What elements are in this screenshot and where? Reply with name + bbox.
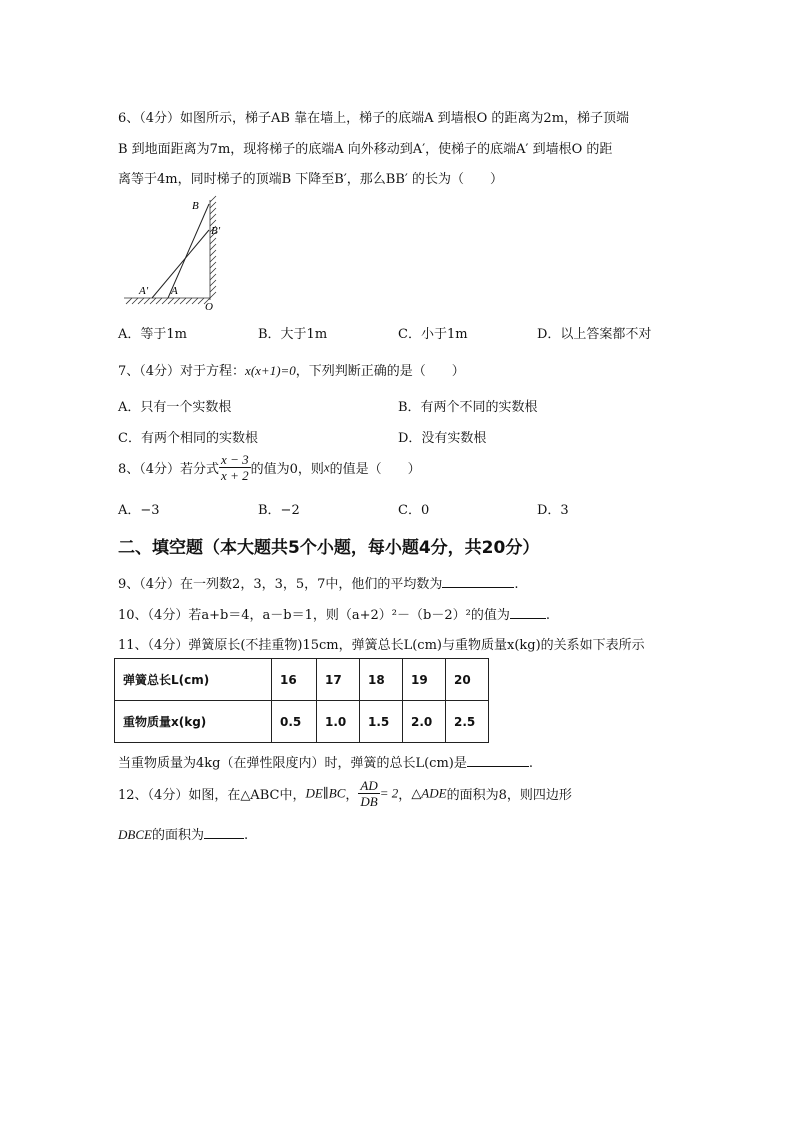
q6-option-d: D．以上答案都不对 [537, 327, 652, 342]
q6-line-3: 离等于4m，同时梯子的顶端B 下降至B′，那么BB′ 的长为（ ） [118, 172, 503, 187]
q12-frac-den: DB [360, 794, 378, 809]
q8-mid: 的值为0，则 [250, 462, 324, 477]
q10-blank [510, 606, 546, 619]
q12-end: . [243, 828, 249, 843]
q12-prefix: 12、（4分）如图，在△ABC中， [118, 788, 306, 803]
table-cell: 2.5 [446, 701, 489, 743]
q8-option-d: D．3 [537, 503, 569, 518]
q9-blank [442, 575, 514, 588]
q9-end: . [514, 577, 519, 592]
q11-end: . [528, 756, 533, 771]
table-cell: 2.0 [403, 701, 446, 743]
q8-fraction [219, 452, 251, 483]
q7-option-b: B．有两个不同的实数根 [398, 400, 538, 415]
q12-fraction [358, 778, 379, 809]
table-cell: 16 [272, 659, 317, 701]
spring-table [114, 658, 489, 743]
q12-comma: ， [345, 788, 359, 803]
q12-line2-text: 的面积为 [151, 828, 204, 843]
table-cell: 1.5 [360, 701, 403, 743]
q8-stem [118, 452, 421, 483]
table-cell: 1.0 [317, 701, 360, 743]
q6-line-1: 6、（4分）如图所示，梯子AB 靠在墙上，梯子的底端A 到墙根O 的距离为2m，梯子顶端 [118, 111, 630, 126]
q6-option-c: C．小于1m [398, 327, 468, 342]
label-ap: A′ [139, 285, 149, 297]
q12-line-1 [118, 778, 572, 809]
q11-after-text: 当重物质量为4kg（在弹性限度内）时，弹簧的总长L(cm)是 [118, 756, 467, 771]
q12-blank [204, 826, 244, 839]
q12-parallel: DE∥BC [305, 785, 346, 801]
q7-option-a: A．只有一个实数根 [118, 400, 232, 415]
section-title: 二、填空题（本大题共5个小题，每小题4分，共20分） [118, 538, 540, 558]
q7-stem [118, 360, 465, 379]
q7-option-c: C．有两个相同的实数根 [118, 431, 258, 446]
table-cell: 18 [360, 659, 403, 701]
q6-line-2: B 到地面距离为7m，现将梯子的底端A 向外移动到A′，使梯子的底端A′ 到墙根O 的距 [118, 142, 613, 157]
table-cell: 0.5 [272, 701, 317, 743]
label-b: B [192, 200, 199, 212]
label-a: A [171, 285, 178, 297]
q11-blank [467, 754, 529, 767]
q12-eq: = 2 [379, 785, 399, 801]
q11-after [118, 752, 533, 771]
q12-frac-num: AD [360, 778, 378, 793]
label-o: O [205, 301, 213, 313]
q6-option-b: B．大于1m [258, 327, 328, 342]
q11-text: 11、（4分）弹簧原长(不挂重物)15cm，弹簧总长L(cm)与重物质量x(kg)的关系如下表所示 [118, 638, 645, 653]
table-cell: 17 [317, 659, 360, 701]
q12-quad: DBCE [118, 827, 152, 842]
q9 [118, 573, 519, 592]
q9-text: 9、（4分）在一列数2，3，3，5，7中，他们的平均数为 [118, 577, 443, 592]
q12-area-text: 的面积为8，则四边形 [446, 788, 572, 803]
ladder-apbp [152, 230, 209, 298]
q10-text: 10、（4分）若a+b＝4，a－b＝1，则（a+2）²－（b－2）²的值为 [118, 608, 510, 623]
label-bp: B′ [211, 225, 221, 237]
q7-suffix: ，下列判断正确的是（ ） [295, 364, 465, 379]
ladder-ab [168, 204, 209, 298]
table-cell: 19 [403, 659, 446, 701]
q8-prefix: 8、（4分）若分式 [118, 462, 220, 477]
q8-option-a: A．−3 [118, 503, 160, 518]
q8-option-b: B．−2 [258, 503, 300, 518]
q12-area: △ADE [411, 785, 447, 801]
q7-prefix: 7、（4分）对于方程： [118, 364, 246, 379]
table-row [115, 659, 489, 701]
row2-header: 重物质量x(kg) [115, 701, 272, 743]
table-cell: 20 [446, 659, 489, 701]
q8-frac-den: x + 2 [221, 468, 249, 483]
q10-end: . [545, 608, 550, 623]
q8-option-c: C．0 [398, 503, 430, 518]
q6-option-a: A．等于1m [118, 327, 187, 342]
q8-frac-num: x − 3 [221, 452, 249, 467]
q8-var: x [323, 459, 330, 475]
q10 [118, 604, 550, 623]
q7-option-d: D．没有实数根 [398, 431, 487, 446]
table-row [115, 701, 489, 743]
q12-mid: ， [398, 788, 412, 803]
ladder-figure [118, 192, 228, 314]
q8-suffix: 的值是（ ） [329, 462, 421, 477]
q7-equation: x(x+1)=0 [245, 363, 296, 378]
q12-line-2 [118, 824, 248, 843]
row1-header: 弹簧总长L(cm) [115, 659, 272, 701]
